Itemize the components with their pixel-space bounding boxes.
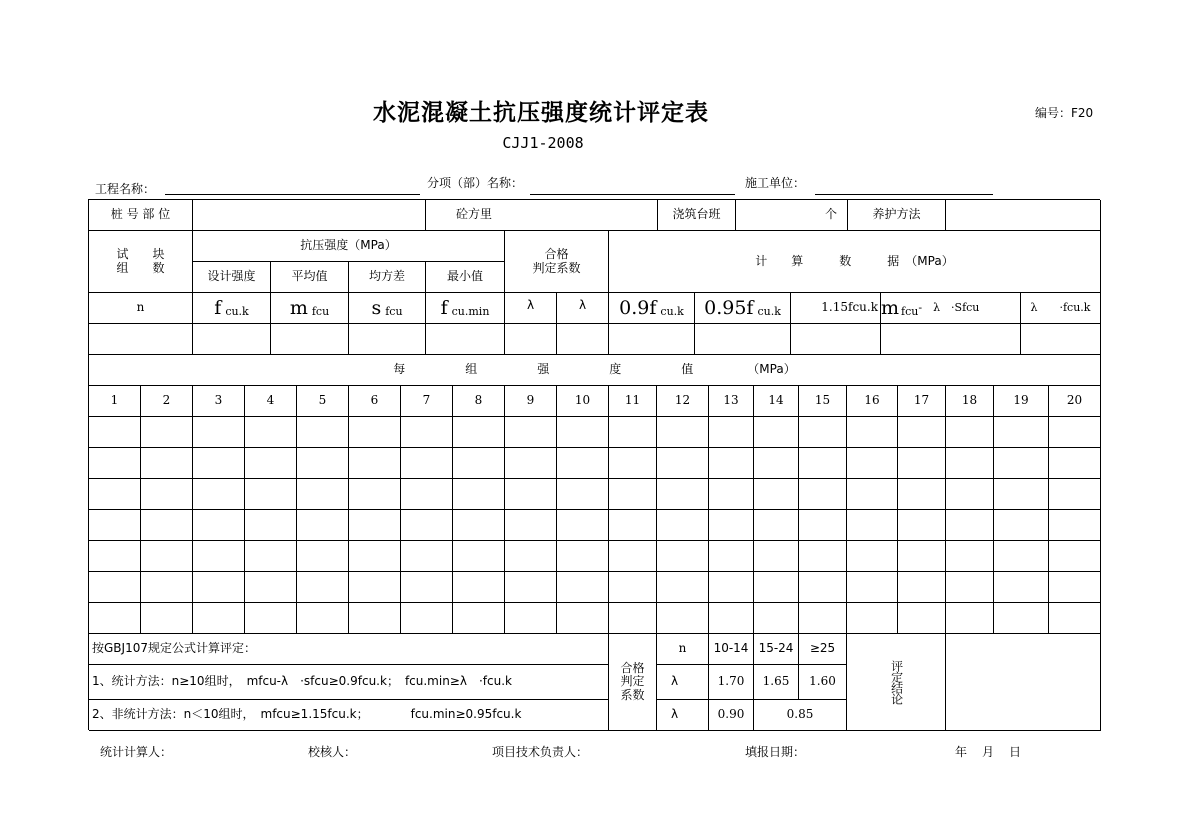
strength-cell[interactable] (557, 417, 609, 448)
strength-cell[interactable] (799, 572, 847, 603)
rule-statistical: 1、统计方法：n≥10组时， mfcu-λ ·sfcu≥0.9fcu.k； fcu.min≥λ ·fcu.k (89, 665, 609, 700)
form-code: 编号：F20 (1035, 106, 1094, 120)
sym-mfcu-sub: fcu (311, 304, 330, 318)
mfcu-value[interactable] (271, 324, 349, 355)
lambda2-value: 0.85 (754, 700, 847, 731)
strength-cell[interactable] (297, 541, 349, 572)
year-label: 年 (955, 745, 968, 759)
pile-position-label: 桩 号 部 位 (89, 200, 193, 231)
strength-cell[interactable] (141, 448, 193, 479)
strength-cell[interactable] (557, 448, 609, 479)
contractor-field[interactable] (815, 194, 993, 195)
sym-cm-main: m (881, 296, 900, 319)
strength-cell[interactable] (609, 448, 657, 479)
mfcu-lambda-sfcu-value[interactable] (881, 324, 1021, 355)
pour-shift-label: 浇筑台班 (658, 200, 736, 231)
strength-cell[interactable] (609, 417, 657, 448)
strength-cell[interactable] (799, 479, 847, 510)
subitem-field[interactable] (530, 194, 735, 195)
sym-mfcu (271, 293, 349, 324)
lambda2-label: λ (657, 700, 709, 731)
strength-cell[interactable] (141, 603, 193, 634)
strength-cell[interactable] (245, 479, 297, 510)
mean-value-header: 平均值 (271, 262, 349, 293)
strength-cell[interactable] (946, 603, 994, 634)
sym-mfcu-main: m (289, 296, 308, 319)
strength-cell[interactable] (401, 479, 453, 510)
month-label: 月 (982, 745, 995, 759)
strength-cell[interactable] (245, 572, 297, 603)
strength-cell[interactable] (505, 510, 557, 541)
strength-cell[interactable] (657, 541, 709, 572)
column-number: 4 (245, 386, 297, 417)
strength-cell[interactable] (193, 572, 245, 603)
095fcuk-value[interactable] (695, 324, 791, 355)
strength-cell[interactable] (89, 572, 141, 603)
strength-cell[interactable] (709, 479, 754, 510)
sym-095fcuk-sub: cu.k (757, 304, 781, 318)
coef-label: 合格判定系数 (609, 634, 657, 731)
strength-cell[interactable] (799, 541, 847, 572)
strength-cell[interactable] (297, 510, 349, 541)
column-number: 13 (709, 386, 754, 417)
strength-cell[interactable] (89, 448, 141, 479)
lambda1-value: 1.70 (709, 665, 754, 700)
strength-cell[interactable] (557, 541, 609, 572)
design-strength-header: 设计强度 (193, 262, 271, 293)
sym-09fcuk-main: 0.9f (619, 296, 657, 319)
sym-fcuk (193, 293, 271, 324)
strength-cell[interactable] (89, 510, 141, 541)
strength-cell[interactable] (898, 417, 946, 448)
strength-cell[interactable] (141, 541, 193, 572)
strength-cell[interactable] (141, 510, 193, 541)
sym-fcuk-sub: cu.k (225, 304, 249, 318)
strength-cell[interactable] (193, 603, 245, 634)
strength-cell[interactable] (193, 541, 245, 572)
sym-09fcuk (609, 293, 695, 324)
column-number: 14 (754, 386, 799, 417)
strength-cell[interactable] (847, 603, 898, 634)
strength-cell[interactable] (141, 572, 193, 603)
strength-cell[interactable] (898, 479, 946, 510)
strength-cell[interactable] (657, 572, 709, 603)
lambda1-value: 1.65 (754, 665, 799, 700)
day-label: 日 (1009, 745, 1022, 759)
strength-cell[interactable] (453, 417, 505, 448)
sym-095fcuk (695, 293, 791, 324)
column-number: 16 (847, 386, 898, 417)
strength-cell[interactable] (453, 603, 505, 634)
specimen-groups-line1: 试 块 (116, 247, 165, 262)
n-range: ≥25 (799, 634, 847, 665)
strength-cell[interactable] (349, 603, 401, 634)
strength-cell[interactable] (847, 541, 898, 572)
strength-cell[interactable] (297, 417, 349, 448)
form-title: 水泥混凝土抗压强度统计评定表 (373, 100, 709, 126)
sym-n: n (89, 293, 193, 324)
n-range: 10-14 (709, 634, 754, 665)
strength-cell[interactable] (657, 417, 709, 448)
strength-cell[interactable] (946, 572, 994, 603)
evaluation-table (88, 199, 1100, 730)
std-dev-header: 均方差 (349, 262, 426, 293)
criteria-coef-line2: 判定系数 (532, 260, 581, 275)
group-strength-header: 每 组 强 度 值 （MPa） (89, 355, 1101, 386)
column-number: 18 (946, 386, 994, 417)
strength-cell[interactable] (557, 479, 609, 510)
strength-cell[interactable] (754, 603, 799, 634)
strength-cell[interactable] (994, 417, 1049, 448)
strength-cell[interactable] (847, 417, 898, 448)
strength-cell[interactable] (89, 417, 141, 448)
lambda2-value[interactable] (557, 324, 609, 355)
strength-cell[interactable] (349, 541, 401, 572)
strength-cell[interactable] (609, 541, 657, 572)
sym-lambda-fcuk: λ ·fcu.k (1021, 293, 1101, 324)
column-number: 20 (1049, 386, 1101, 417)
strength-cell[interactable] (349, 572, 401, 603)
fcuk-value[interactable] (193, 324, 271, 355)
strength-cell[interactable] (799, 448, 847, 479)
calculator-label: 统计计算人： (100, 745, 173, 759)
strength-cell[interactable] (505, 417, 557, 448)
strength-cell[interactable] (946, 510, 994, 541)
sym-sfcu-main: s (371, 296, 382, 319)
date-label: 填报日期： (745, 745, 806, 759)
contractor-label: 施工单位： (745, 176, 806, 190)
compressive-strength-header: 抗压强度（MPa） (193, 231, 505, 262)
column-number: 6 (349, 386, 401, 417)
strength-cell[interactable] (799, 417, 847, 448)
strength-cell[interactable] (1049, 479, 1101, 510)
strength-cell[interactable] (297, 448, 349, 479)
project-name-field[interactable] (165, 194, 420, 195)
strength-cell[interactable] (946, 479, 994, 510)
strength-cell[interactable] (898, 572, 946, 603)
strength-cell[interactable] (657, 603, 709, 634)
strength-cell[interactable] (994, 572, 1049, 603)
strength-cell[interactable] (453, 479, 505, 510)
conclusion-label-text: 评定结论 (889, 660, 904, 704)
sfcu-value[interactable] (349, 324, 426, 355)
column-number: 5 (297, 386, 349, 417)
column-number: 1 (89, 386, 141, 417)
strength-cell[interactable] (401, 510, 453, 541)
strength-cell[interactable] (898, 603, 946, 634)
strength-cell[interactable] (847, 448, 898, 479)
column-number: 10 (557, 386, 609, 417)
strength-cell[interactable] (453, 572, 505, 603)
n-range: 15-24 (754, 634, 799, 665)
strength-cell[interactable] (89, 541, 141, 572)
sym-115fcuk: 1.15fcu.k (791, 293, 881, 324)
strength-cell[interactable] (297, 572, 349, 603)
strength-cell[interactable] (1049, 572, 1101, 603)
strength-cell[interactable] (609, 572, 657, 603)
fmin-value[interactable] (426, 324, 505, 355)
strength-cell[interactable] (349, 417, 401, 448)
strength-cell[interactable] (193, 479, 245, 510)
strength-cell[interactable] (709, 572, 754, 603)
strength-cell[interactable] (193, 510, 245, 541)
sym-09fcuk-sub: cu.k (660, 304, 684, 318)
strength-cell[interactable] (898, 448, 946, 479)
pile-position-field[interactable] (193, 200, 426, 231)
strength-cell[interactable] (297, 603, 349, 634)
sym-cm-rest: - λ ·Sfcu (918, 300, 980, 314)
sym-lambda2: λ (557, 293, 609, 324)
strength-cell[interactable] (609, 479, 657, 510)
strength-cell[interactable] (557, 510, 609, 541)
strength-cell[interactable] (709, 541, 754, 572)
strength-cell[interactable] (994, 479, 1049, 510)
sym-mfcu-lambda-sfcu (881, 293, 1021, 324)
column-number: 9 (505, 386, 557, 417)
strength-cell[interactable] (946, 541, 994, 572)
strength-cell[interactable] (245, 603, 297, 634)
strength-cell[interactable] (754, 541, 799, 572)
lambda1-value: 1.60 (799, 665, 847, 700)
strength-cell[interactable] (505, 541, 557, 572)
sym-fcuk-main: f (214, 296, 222, 319)
strength-cell[interactable] (505, 479, 557, 510)
strength-cell[interactable] (847, 510, 898, 541)
sym-sfcu-sub: fcu (385, 304, 403, 318)
conclusion-label (847, 634, 946, 731)
strength-cell[interactable] (349, 510, 401, 541)
rule-nonstatistical: 2、非统计方法：n＜10组时， mfcu≥1.15fcu.k； fcu.min≥0.95fcu.k (89, 700, 609, 731)
strength-cell[interactable] (297, 479, 349, 510)
lambda1-value[interactable] (505, 324, 557, 355)
strength-cell[interactable] (709, 603, 754, 634)
strength-cell[interactable] (847, 572, 898, 603)
strength-cell[interactable] (609, 510, 657, 541)
strength-cell[interactable] (847, 479, 898, 510)
115fcuk-value[interactable] (791, 324, 881, 355)
strength-cell[interactable] (754, 572, 799, 603)
strength-cell[interactable] (89, 479, 141, 510)
calc-data-header: 计 算 数 据 （MPa） (609, 231, 1101, 293)
column-number: 3 (193, 386, 245, 417)
strength-cell[interactable] (709, 448, 754, 479)
rule-title: 按GBJ107规定公式计算评定： (89, 634, 609, 665)
column-number: 19 (994, 386, 1049, 417)
column-number: 17 (898, 386, 946, 417)
strength-cell[interactable] (141, 479, 193, 510)
strength-cell[interactable] (754, 510, 799, 541)
column-number: 8 (453, 386, 505, 417)
strength-cell[interactable] (1049, 417, 1101, 448)
n-value[interactable] (89, 324, 193, 355)
standard-code: CJJ1-2008 (502, 134, 584, 152)
strength-cell[interactable] (994, 541, 1049, 572)
strength-cell[interactable] (245, 510, 297, 541)
column-number: 15 (799, 386, 847, 417)
criteria-coef-header (505, 231, 609, 293)
column-number: 7 (401, 386, 453, 417)
strength-cell[interactable] (453, 541, 505, 572)
strength-cell[interactable] (898, 510, 946, 541)
lambda-fcuk-value[interactable] (1021, 324, 1101, 355)
strength-cell[interactable] (898, 541, 946, 572)
min-value-header: 最小值 (426, 262, 505, 293)
sym-095fcuk-main: 0.95f (704, 296, 754, 319)
strength-cell[interactable] (505, 603, 557, 634)
strength-cell[interactable] (754, 417, 799, 448)
strength-cell[interactable] (193, 448, 245, 479)
strength-cell[interactable] (754, 479, 799, 510)
specimen-groups-line2: 组 数 (116, 260, 165, 275)
strength-cell[interactable] (245, 541, 297, 572)
strength-cell[interactable] (1049, 541, 1101, 572)
strength-cell[interactable] (557, 572, 609, 603)
column-number: 2 (141, 386, 193, 417)
strength-cell[interactable] (349, 448, 401, 479)
n-label: n (657, 634, 709, 665)
curing-method-label: 养护方法 (848, 200, 946, 231)
strength-cell[interactable] (245, 448, 297, 479)
lambda1-label: λ (657, 665, 709, 700)
tech-lead-label: 项目技术负责人： (492, 745, 589, 759)
criteria-coef-line1: 合格 (544, 247, 569, 262)
curing-method-field[interactable] (946, 200, 1101, 231)
specimen-groups-label (89, 231, 193, 293)
strength-cell[interactable] (994, 603, 1049, 634)
column-number: 12 (657, 386, 709, 417)
strength-cell[interactable] (453, 448, 505, 479)
strength-cell[interactable] (1049, 510, 1101, 541)
strength-cell[interactable] (946, 417, 994, 448)
strength-cell[interactable] (709, 417, 754, 448)
strength-cell[interactable] (453, 510, 505, 541)
strength-cell[interactable] (657, 479, 709, 510)
lambda2-value: 0.90 (709, 700, 754, 731)
subitem-label: 分项（部）名称： (427, 176, 524, 190)
sym-cm-sub: fcu (901, 304, 919, 318)
strength-cell[interactable] (89, 603, 141, 634)
strength-cell[interactable] (946, 448, 994, 479)
strength-cell[interactable] (1049, 603, 1101, 634)
strength-cell[interactable] (141, 417, 193, 448)
strength-cell[interactable] (401, 448, 453, 479)
strength-cell[interactable] (709, 510, 754, 541)
strength-cell[interactable] (505, 572, 557, 603)
checker-label: 校核人： (308, 745, 357, 759)
strength-cell[interactable] (193, 417, 245, 448)
project-name-label: 工程名称： (95, 182, 156, 196)
column-number: 11 (609, 386, 657, 417)
strength-cell[interactable] (799, 603, 847, 634)
sym-sfcu (349, 293, 426, 324)
strength-cell[interactable] (657, 448, 709, 479)
conclusion-field[interactable] (946, 634, 1101, 731)
strength-cell[interactable] (349, 479, 401, 510)
strength-cell[interactable] (754, 448, 799, 479)
strength-cell[interactable] (1049, 448, 1101, 479)
pour-shift-unit[interactable]: 个 (736, 200, 848, 231)
sym-fmin-main: f (440, 296, 448, 319)
strength-cell[interactable] (401, 417, 453, 448)
09fcuk-value[interactable] (609, 324, 695, 355)
strength-cell[interactable] (505, 448, 557, 479)
sym-fmin-sub: cu.min (451, 304, 490, 318)
strength-cell[interactable] (245, 417, 297, 448)
strength-cell[interactable] (557, 603, 609, 634)
strength-cell[interactable] (799, 510, 847, 541)
strength-cell[interactable] (994, 510, 1049, 541)
sym-lambda1: λ (505, 293, 557, 324)
sym-fmin (426, 293, 505, 324)
strength-cell[interactable] (657, 510, 709, 541)
concrete-volume-label: 砼方里 (426, 200, 658, 231)
strength-cell[interactable] (994, 448, 1049, 479)
strength-cell[interactable] (401, 541, 453, 572)
strength-cell[interactable] (401, 603, 453, 634)
strength-cell[interactable] (401, 572, 453, 603)
strength-cell[interactable] (609, 603, 657, 634)
